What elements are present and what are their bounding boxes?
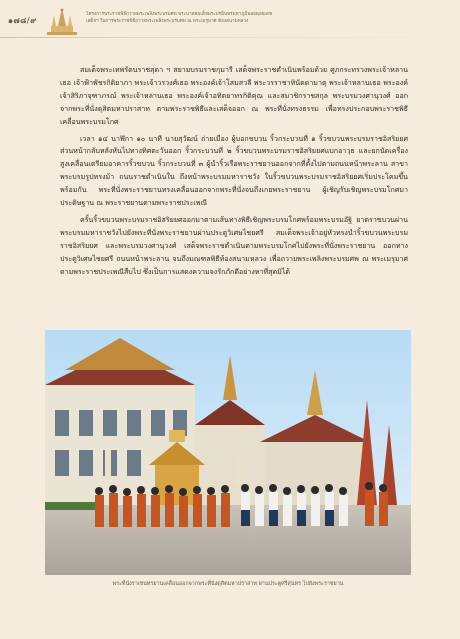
header-line-1: โครงการพระราชพิธีถวายพระเพลิงพระบรมศพ พระบาทสมเด็จพระปรมินทรมหาภูมิพลอดุลยเดช (86, 12, 273, 17)
procession-photo (45, 330, 411, 575)
page-number: ๑๗๘/๙ (8, 16, 37, 25)
paragraph-2: เวลา ๑๔ นาฬิกา ๑๐ นาที นายสุวัฒน์ ถ่ายเมือง ผู้บอกขบวน ริ้วกระบวนที่ ๑ ริ้วขบวนพระบรมราชอิสริยยศส่วนหน้ากลับหลังหันไปทางทิศตะวันออก ริ้วกระบวนที่ ๒ ริ้วขบวนพระบรมราชอิสริยยศแบกอาวุธ และยกนัดเครื่องสูงเคลื่อนเตรียมอาคารริ้วขบวน ริ้วกระบวนที่ ๓ ผู้นำริ้วเรือพระราชยานออกจากที่ตั้งไปตามถนนหน้าพระลาน สาขาพระบรมรูปทรงม้า ถนนราชดำเนินใน ถึงหน้าพระบรมมหาราชวัง ในริ้วขบวนพระบรมราชอิสริยยศเริ่มประโคมขึ้นพร้อมกัน พระที่นั่งพระราชยานทรงเคลื่อนออกจากพระที่นั่งจนถึงเกยพระราชยาน ผู้เชิญรับเชิญพระบรมโกศมาประดิษฐาน ณ พระราชยานตามพระราชประเพณี (60, 133, 408, 208)
header-line-2: เสด็จฯ ในการพระราชพิธีถวายพระเพลิงพระบรมศพ ณ พระเมรุมาศ ท้องสนามหลวง (86, 18, 249, 24)
photo-caption: พระที่นั่งราเชนทรยานเคลื่อนออกจากพระที่นั่งดุสิตมหาปราสาท ผ่านประตูศรีสุนทร ไปยังพระราชยาน (112, 581, 344, 587)
paragraph-3: ครั้นริ้วขบวนพระบรมราชอิสริยยศออกมาตามเส้นทางพิธีเชิญพระบรมโกศพร้อมพระบรมอัฐิ ยาตราขบวนผ่านพระบรมมหาราชวังไปยังพระที่นั่งพระราชยานผ่านประตูวิเศษไชยศรี สมเด็จพระเจ้าอยู่หัวทรงนำริ้วขบวนพระบรมราชอิสริยยศ และพระบรมวงศานุวงศ์ เสด็จพระราชดำเนินตามพระบรมโกศไปยังพระที่นั่งพระราชยาน ออกทางประตูวิเศษไชยศรี ถนนหน้าพระลาน จนถึงมณฑลพิธีท้องสนามหลวง เพื่อถวายพระเพลิงพระบรมศพ ณ พระเมรุมาศ ตามพระราชประเพณีสืบไป ซึ่งเป็นการแสดงความจงรักภักดีอย่างหาที่สุดมิได้ (60, 214, 408, 276)
royal-emblem-icon (45, 6, 79, 38)
paragraph-1: สมเด็จพระเทพรัตนราชสุดา ฯ สยามบรมราชกุมารี เสด็จพระราชดำเนินพร้อมด้วย ศูภกระทรวงพระเจ้าหลานเธอ เจ้าฟ้าพัชรกิติยาภา พระเจ้าวรวงศ์เธอ พระองค์เจ้าโสมสวลี พระวรราชาทินัดดามาตุ พระเจ้าหลานเธอ พระองค์เจ้าสิริภาจุฑาภรณ์ พระเจ้าหลานเธอ พระองค์เจ้าอทิตยาทรกิติคุณ และสมาชิกราชสกุล พระบรมวงศานุวงศ์ ออกจากพระที่นั่งดุสิตมหาปราสาท ตามพระราชพิธีและเสด็จออก ณ พระที่นั่งทรงธรรม เพื่อทรงประกอบพระราชพิธีเคลื่อนพระบรมโกศ (60, 65, 408, 126)
header-divider (0, 37, 460, 38)
procession-illustration (45, 330, 411, 575)
article-body (60, 64, 408, 283)
header-caption (86, 12, 366, 25)
page-header (0, 0, 460, 44)
